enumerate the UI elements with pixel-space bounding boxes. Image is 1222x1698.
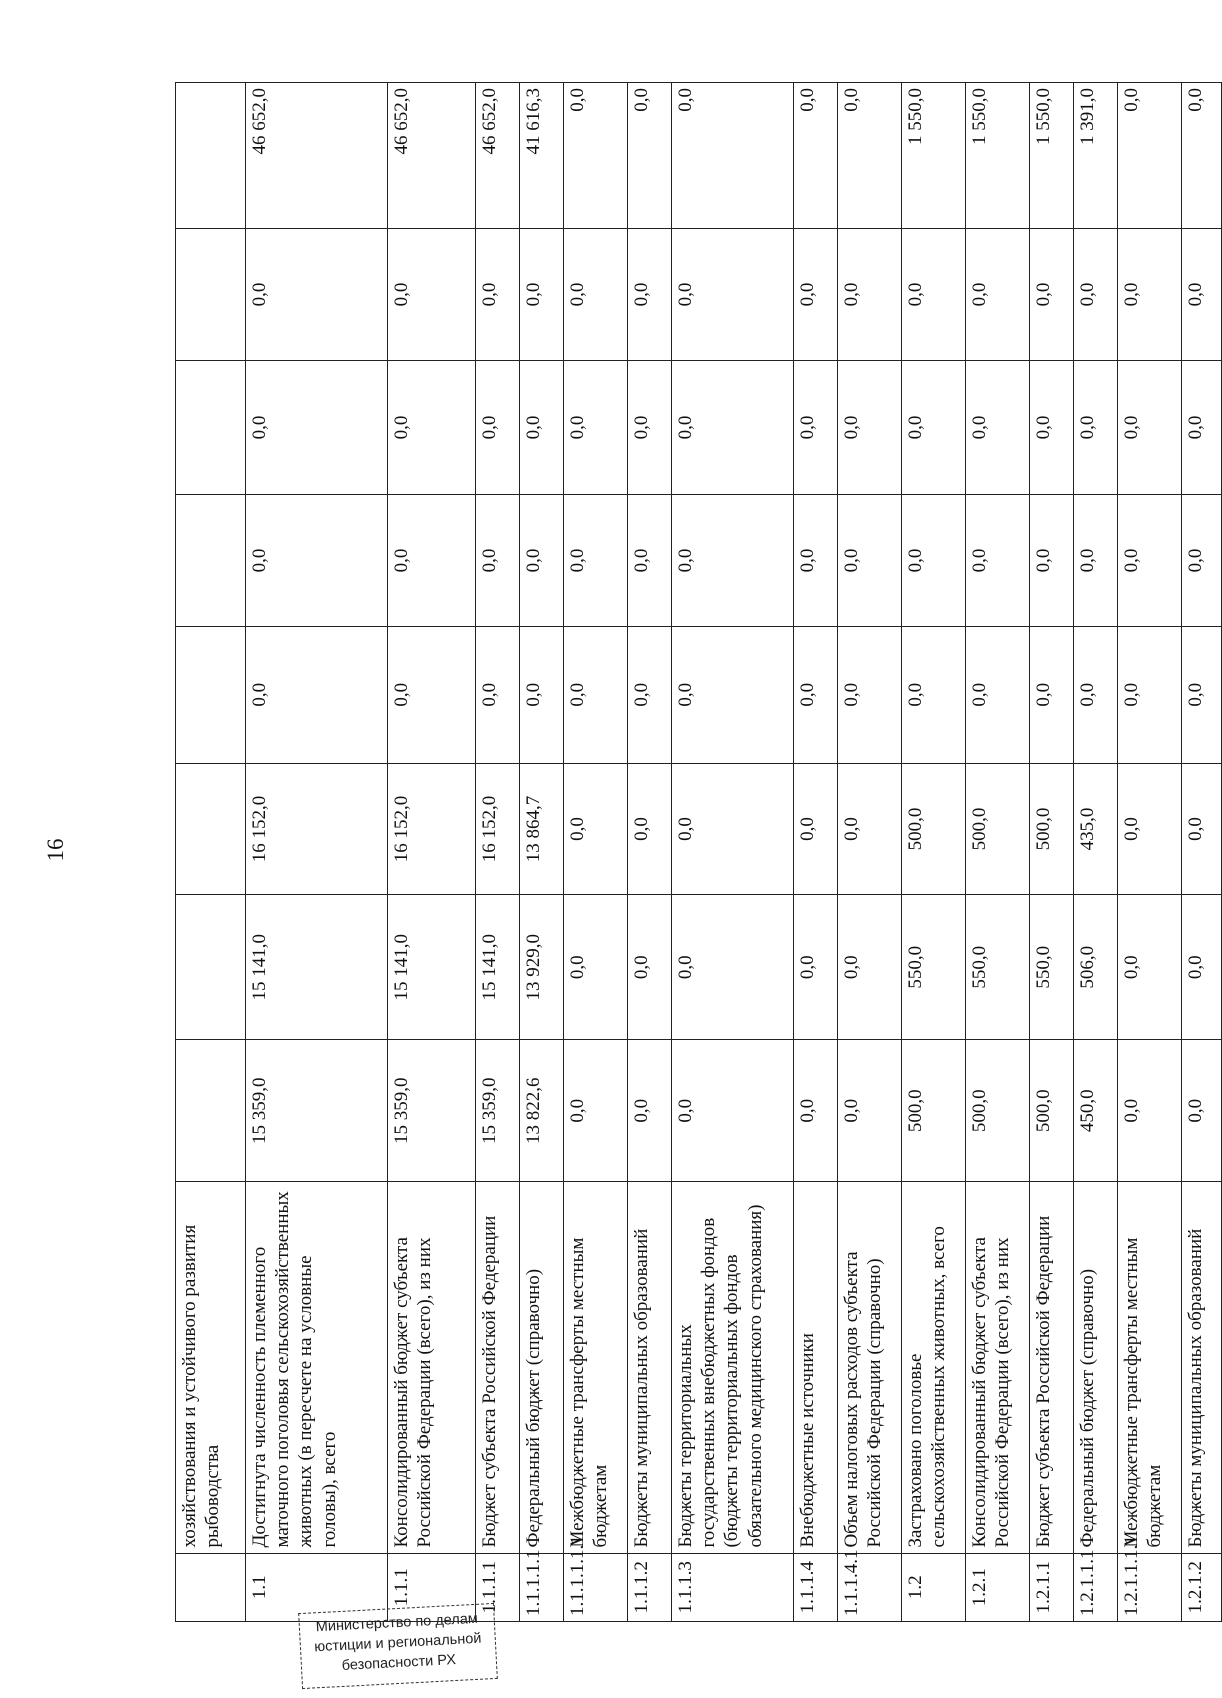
row-value-v3: 16 152,0: [246, 763, 388, 895]
row-value-v4: 0,0: [966, 626, 1030, 763]
row-code: 1.2.1.1.1.1: [1118, 1553, 1182, 1621]
table-row: [176, 83, 246, 1622]
row-value-v1: 0,0: [838, 1040, 902, 1182]
row-value-v7: [176, 229, 246, 361]
row-value-v8: 0,0: [672, 83, 794, 229]
row-value-v2: 15 141,0: [246, 895, 388, 1040]
row-code: 1.2.1.2: [1182, 1553, 1222, 1621]
row-value-v4: 0,0: [1074, 626, 1118, 763]
row-value-v8: 0,0: [794, 83, 838, 229]
row-value-v8: [176, 83, 246, 229]
row-value-v5: 0,0: [628, 495, 672, 627]
row-value-v6: 0,0: [388, 360, 476, 494]
row-value-v6: 0,0: [1074, 360, 1118, 494]
stamp-line-3: безопасности РХ: [341, 1651, 457, 1674]
row-code: 1.2.1.1: [1030, 1553, 1074, 1621]
row-value-v2: 550,0: [966, 895, 1030, 1040]
row-value-v2: 15 141,0: [388, 895, 476, 1040]
row-description: Бюджет субъекта Российской Федерации: [1030, 1182, 1074, 1553]
row-value-v6: 0,0: [564, 360, 628, 494]
table-row: [388, 83, 476, 1622]
row-value-v5: 0,0: [476, 495, 520, 627]
row-value-v4: [176, 626, 246, 763]
row-description: Бюджеты территориальных государственных внебюджетных фондов (бюджеты территориальных фондов обязательного медицинского страхования): [672, 1182, 794, 1553]
row-value-v1: 0,0: [672, 1040, 794, 1182]
row-value-v5: 0,0: [966, 495, 1030, 627]
row-value-v6: 0,0: [1182, 360, 1222, 494]
ministry-stamp: [298, 1603, 498, 1689]
row-value-v3: 16 152,0: [476, 763, 520, 895]
row-value-v7: 0,0: [838, 229, 902, 361]
row-value-v5: 0,0: [1030, 495, 1074, 627]
row-value-v2: 0,0: [794, 895, 838, 1040]
table-row: [246, 83, 388, 1622]
row-value-v6: 0,0: [246, 360, 388, 494]
row-code: 1.1.1.4.1: [838, 1553, 902, 1621]
row-description: Застраховано поголовье сельскохозяйственных животных, всего: [902, 1182, 966, 1553]
row-value-v5: 0,0: [838, 495, 902, 627]
row-value-v3: 500,0: [902, 763, 966, 895]
row-value-v5: [176, 495, 246, 627]
row-value-v8: 0,0: [1182, 83, 1222, 229]
row-value-v3: 0,0: [1182, 763, 1222, 895]
row-value-v4: 0,0: [564, 626, 628, 763]
row-description: Бюджет субъекта Российской Федерации: [476, 1182, 520, 1553]
row-value-v1: 500,0: [902, 1040, 966, 1182]
row-value-v5: 0,0: [1074, 495, 1118, 627]
row-value-v1: 0,0: [564, 1040, 628, 1182]
row-value-v2: 0,0: [1118, 895, 1182, 1040]
row-value-v5: 0,0: [1182, 495, 1222, 627]
row-description: Внебюджетные источники: [794, 1182, 838, 1553]
row-value-v5: 0,0: [1118, 495, 1182, 627]
row-value-v8: 0,0: [838, 83, 902, 229]
row-value-v7: 0,0: [966, 229, 1030, 361]
row-value-v2: 15 141,0: [476, 895, 520, 1040]
row-description: Межбюджетные трансферты местным бюджетам: [564, 1182, 628, 1553]
row-value-v2: 506,0: [1074, 895, 1118, 1040]
row-value-v1: 450,0: [1074, 1040, 1118, 1182]
row-value-v4: 0,0: [520, 626, 564, 763]
row-value-v1: 15 359,0: [476, 1040, 520, 1182]
row-value-v4: 0,0: [902, 626, 966, 763]
row-value-v3: 0,0: [564, 763, 628, 895]
budget-table-body: [176, 83, 1222, 1622]
row-value-v7: 0,0: [476, 229, 520, 361]
row-code: 1.1.1.1: [476, 1553, 520, 1621]
table-row: [1030, 83, 1074, 1622]
row-value-v3: 435,0: [1074, 763, 1118, 895]
row-value-v5: 0,0: [520, 495, 564, 627]
row-value-v6: 0,0: [628, 360, 672, 494]
stamp-line-2: юстиции и региональной: [313, 1630, 482, 1656]
row-value-v2: 0,0: [1182, 895, 1222, 1040]
row-value-v1: [176, 1040, 246, 1182]
row-value-v5: 0,0: [246, 495, 388, 627]
row-value-v3: [176, 763, 246, 895]
row-value-v7: 0,0: [902, 229, 966, 361]
row-code: 1.2.1: [966, 1553, 1030, 1621]
row-value-v4: 0,0: [1182, 626, 1222, 763]
budget-table-wrapper: [175, 82, 1206, 1622]
row-description: Бюджеты муниципальных образований: [1182, 1182, 1222, 1553]
row-code: 1.1.1.1.1.1: [564, 1553, 628, 1621]
row-value-v1: 0,0: [1182, 1040, 1222, 1182]
row-value-v6: 0,0: [476, 360, 520, 494]
row-value-v8: 1 550,0: [966, 83, 1030, 229]
row-value-v1: 500,0: [1030, 1040, 1074, 1182]
row-description: Консолидированный бюджет субъекта Российской Федерации (всего), из них: [966, 1182, 1030, 1553]
row-value-v3: 0,0: [838, 763, 902, 895]
row-value-v7: 0,0: [1118, 229, 1182, 361]
row-value-v3: 500,0: [1030, 763, 1074, 895]
row-value-v6: 0,0: [672, 360, 794, 494]
row-value-v1: 13 822,6: [520, 1040, 564, 1182]
row-value-v2: 0,0: [838, 895, 902, 1040]
row-value-v3: 0,0: [1118, 763, 1182, 895]
row-code: 1.1.1.4: [794, 1553, 838, 1621]
row-description: Межбюджетные трансферты местным бюджетам: [1118, 1182, 1182, 1553]
row-description: Консолидированный бюджет субъекта Российской Федерации (всего), из них: [388, 1182, 476, 1553]
row-value-v7: 0,0: [246, 229, 388, 361]
row-value-v7: 0,0: [628, 229, 672, 361]
row-value-v3: 0,0: [672, 763, 794, 895]
row-value-v4: 0,0: [794, 626, 838, 763]
row-value-v3: 16 152,0: [388, 763, 476, 895]
row-value-v8: 0,0: [564, 83, 628, 229]
row-value-v5: 0,0: [902, 495, 966, 627]
row-code: 1.1.1: [388, 1553, 476, 1621]
row-value-v7: 0,0: [388, 229, 476, 361]
row-value-v6: 0,0: [1118, 360, 1182, 494]
row-value-v8: 0,0: [628, 83, 672, 229]
row-value-v3: 500,0: [966, 763, 1030, 895]
budget-table: [175, 82, 1222, 1622]
row-code: 1.1.1.2: [628, 1553, 672, 1621]
row-value-v5: 0,0: [672, 495, 794, 627]
row-description: хозяйствования и устойчивого развития рыбоводства: [176, 1182, 246, 1553]
row-value-v2: [176, 895, 246, 1040]
row-value-v2: 13 929,0: [520, 895, 564, 1040]
table-row: [672, 83, 794, 1622]
row-value-v7: 0,0: [1182, 229, 1222, 361]
table-row: [1182, 83, 1222, 1622]
row-value-v8: 46 652,0: [388, 83, 476, 229]
row-value-v6: 0,0: [520, 360, 564, 494]
row-value-v3: 0,0: [794, 763, 838, 895]
table-row: [966, 83, 1030, 1622]
row-description: Федеральный бюджет (справочно): [520, 1182, 564, 1553]
table-row: [1074, 83, 1118, 1622]
row-value-v1: 0,0: [628, 1040, 672, 1182]
row-value-v6: 0,0: [794, 360, 838, 494]
row-value-v8: 1 550,0: [902, 83, 966, 229]
row-value-v4: 0,0: [628, 626, 672, 763]
row-description: Объем налоговых расходов субъекта Российской Федерации (справочно): [838, 1182, 902, 1553]
row-value-v2: 0,0: [564, 895, 628, 1040]
page-number: 16: [43, 838, 68, 862]
row-value-v7: 0,0: [672, 229, 794, 361]
row-value-v8: 1 391,0: [1074, 83, 1118, 229]
table-row: [838, 83, 902, 1622]
table-row: [520, 83, 564, 1622]
row-value-v4: 0,0: [1118, 626, 1182, 763]
table-row: [564, 83, 628, 1622]
row-value-v1: 15 359,0: [246, 1040, 388, 1182]
table-row: [794, 83, 838, 1622]
row-code: [176, 1553, 246, 1621]
row-value-v4: 0,0: [388, 626, 476, 763]
row-value-v5: 0,0: [388, 495, 476, 627]
row-value-v6: 0,0: [838, 360, 902, 494]
row-value-v1: 500,0: [966, 1040, 1030, 1182]
row-value-v6: 0,0: [966, 360, 1030, 494]
row-value-v6: 0,0: [1030, 360, 1074, 494]
row-value-v4: 0,0: [1030, 626, 1074, 763]
table-row: [1118, 83, 1182, 1622]
row-value-v1: 0,0: [794, 1040, 838, 1182]
table-row: [902, 83, 966, 1622]
row-value-v7: 0,0: [794, 229, 838, 361]
row-value-v7: 0,0: [1030, 229, 1074, 361]
row-value-v5: 0,0: [564, 495, 628, 627]
row-code: 1.1.1.3: [672, 1553, 794, 1621]
row-value-v7: 0,0: [1074, 229, 1118, 361]
row-value-v4: 0,0: [246, 626, 388, 763]
row-value-v8: 46 652,0: [246, 83, 388, 229]
row-value-v6: 0,0: [902, 360, 966, 494]
row-value-v6: [176, 360, 246, 494]
row-code: 1.2: [902, 1553, 966, 1621]
row-value-v4: 0,0: [672, 626, 794, 763]
row-value-v7: 0,0: [564, 229, 628, 361]
row-description: Бюджеты муниципальных образований: [628, 1182, 672, 1553]
row-value-v1: 0,0: [1118, 1040, 1182, 1182]
row-value-v3: 0,0: [628, 763, 672, 895]
row-value-v5: 0,0: [794, 495, 838, 627]
row-description: Достигнута численность племенного маточного поголовья сельскохозяйственных животных (в пересчете на условные головы), всего: [246, 1182, 388, 1553]
row-value-v8: 41 616,3: [520, 83, 564, 229]
row-value-v4: 0,0: [838, 626, 902, 763]
stamp-line-1: Министерство по делам: [315, 1610, 479, 1636]
row-code: 1.1: [246, 1553, 388, 1621]
row-value-v4: 0,0: [476, 626, 520, 763]
row-value-v2: 550,0: [1030, 895, 1074, 1040]
row-value-v8: 1 550,0: [1030, 83, 1074, 229]
row-value-v8: 46 652,0: [476, 83, 520, 229]
row-description: Федеральный бюджет (справочно): [1074, 1182, 1118, 1553]
row-value-v2: 550,0: [902, 895, 966, 1040]
row-value-v7: 0,0: [520, 229, 564, 361]
row-value-v3: 13 864,7: [520, 763, 564, 895]
row-code: 1.1.1.1.1: [520, 1553, 564, 1621]
table-row: [476, 83, 520, 1622]
row-code: 1.2.1.1.1: [1074, 1553, 1118, 1621]
table-row: [628, 83, 672, 1622]
row-value-v8: 0,0: [1118, 83, 1182, 229]
row-value-v2: 0,0: [628, 895, 672, 1040]
row-value-v1: 15 359,0: [388, 1040, 476, 1182]
row-value-v2: 0,0: [672, 895, 794, 1040]
